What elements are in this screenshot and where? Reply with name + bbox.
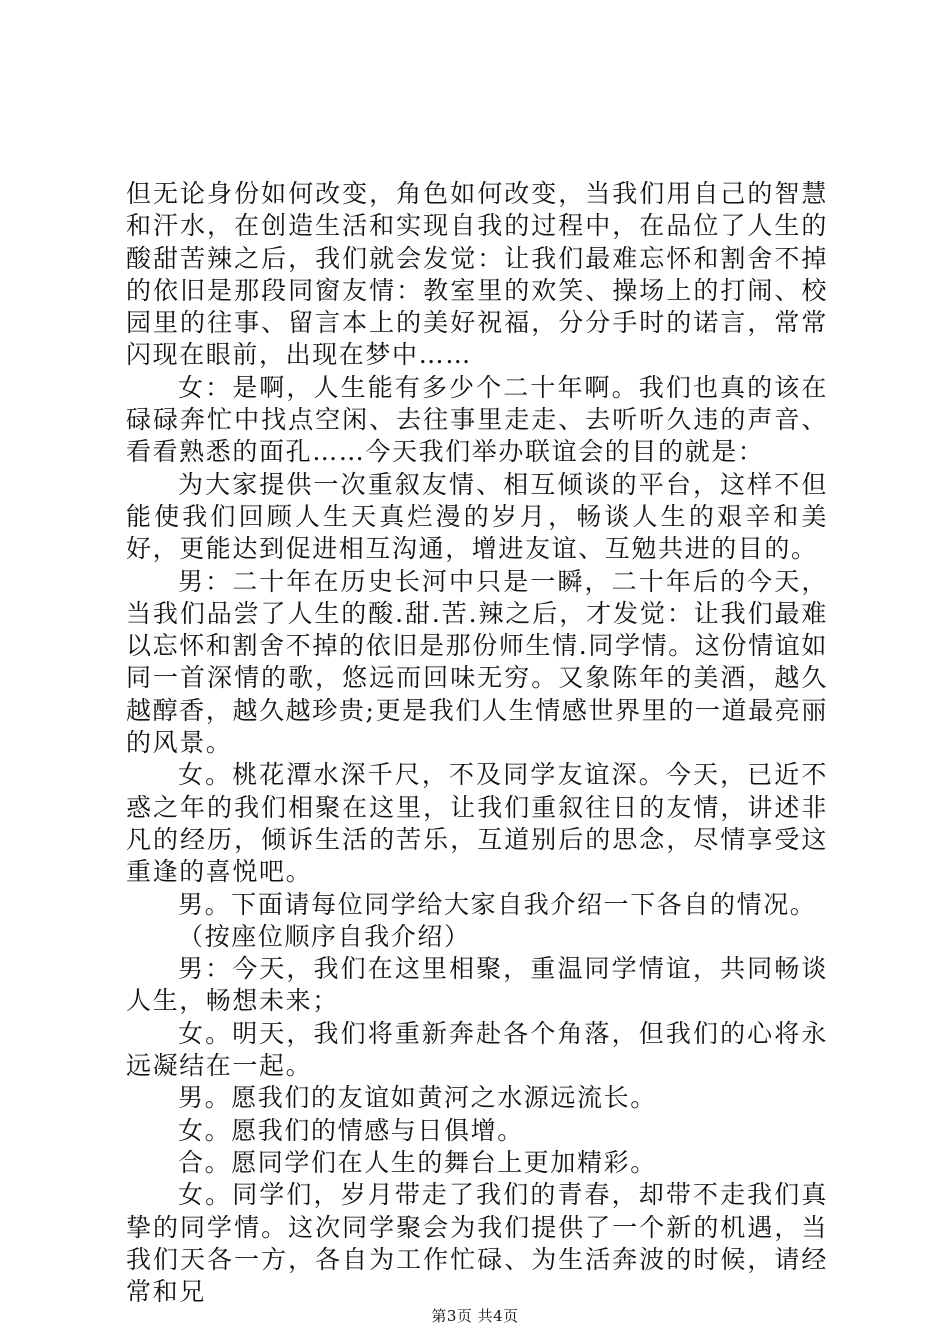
paragraph-5: 女。桃花潭水深千尺，不及同学友谊深。今天，已近不惑之年的我们相聚在这里，让我们重叙往日的友情，讲述非凡的经历，倾诉生活的苦乐，互道别后的思念，尽情享受这重逢的喜悦吧。: [126, 760, 828, 887]
document-body: [126, 178, 828, 1308]
paragraph-13: 女。同学们，岁月带走了我们的青春，却带不走我们真挚的同学情。这次同学聚会为我们提供了一个新的机遇，当我们天各一方，各自为工作忙碌、为生活奔波的时候，请经常和兄: [126, 1180, 828, 1307]
paragraph-4: 男：二十年在历史长河中只是一瞬，二十年后的今天，当我们品尝了人生的酸.甜.苦.辣之后，才发觉：让我们最难以忘怀和割舍不掉的依旧是那份师生情.同学情。这份情谊如同一首深情的歌，悠远而回味无穷。又象陈年的美酒，越久越醇香，越久越珍贵;更是我们人生情感世界里的一道最亮丽的风景。: [126, 566, 828, 758]
paragraph-8: 男：今天，我们在这里相聚，重温同学情谊，共同畅谈人生，畅想未来；: [126, 954, 828, 1016]
paragraph-1: 但无论身份如何改变，角色如何改变，当我们用自己的智慧和汗水，在创造生活和实现自我的过程中，在品位了人生的酸甜苦辣之后，我们就会发觉：让我们最难忘怀和割舍不掉的依旧是那段同窗友情：教室里的欢笑、操场上的打闹、校园里的往事、留言本上的美好祝福，分分手时的诺言，常常闪现在眼前，出现在梦中……: [126, 179, 828, 370]
paragraph-6: 男。下面请每位同学给大家自我介绍一下各自的情况。: [178, 889, 817, 919]
paragraph-12: 合。愿同学们在人生的舞台上更加精彩。: [178, 1147, 657, 1177]
paragraph-3: 为大家提供一次重叙友情、相互倾谈的平台，这样不但能使我们回顾人生天真烂漫的岁月，畅谈人生的艰辛和美好，更能达到促进相互沟通，增进友谊、互勉共进的目的。: [126, 469, 828, 564]
paragraph-11: 女。愿我们的情感与日俱增。: [178, 1115, 524, 1145]
paragraph-7: （按座位顺序自我介绍）: [178, 921, 471, 951]
paragraph-2: 女：是啊，人生能有多少个二十年啊。我们也真的该在碌碌奔忙中找点空闲、去往事里走走、去听听久违的声音、看看熟悉的面孔……今天我们举办联谊会的目的就是：: [126, 372, 828, 467]
paragraph-9: 女。明天，我们将重新奔赴各个角落，但我们的心将永远凝结在一起。: [126, 1018, 828, 1081]
page-number-footer: 第3页 共4页: [431, 1307, 519, 1325]
paragraph-10: 男。愿我们的友谊如黄河之水源远流长。: [178, 1083, 657, 1113]
